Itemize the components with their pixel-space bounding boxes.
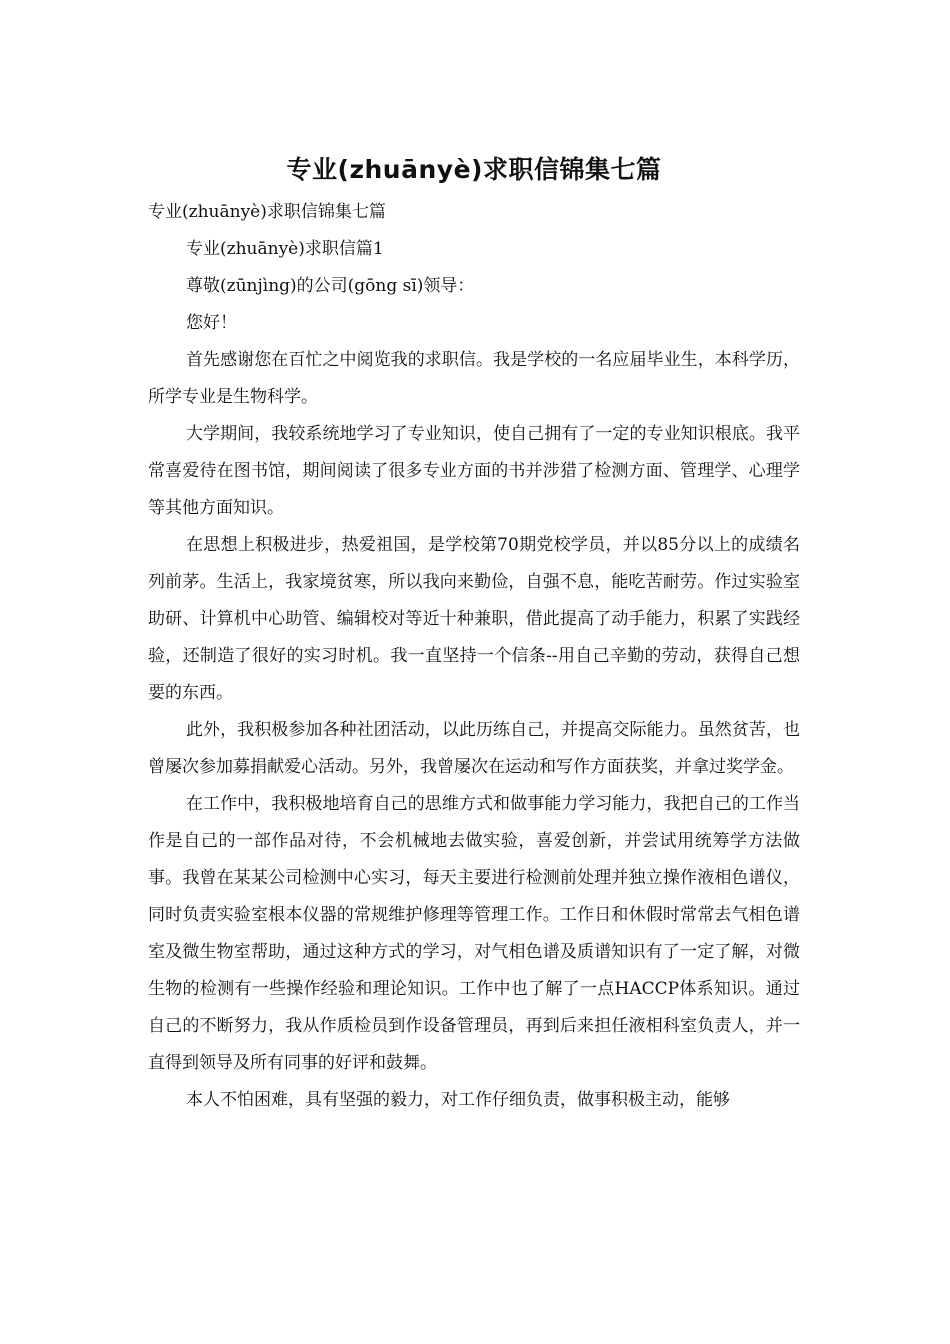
paragraph-personal: 本人不怕困难，具有坚强的毅力，对工作仔细负责，做事积极主动，能够: [186, 1090, 730, 1110]
document-subtitle: 专业(zhuānyè)求职信锦集七篇: [148, 202, 386, 222]
salutation: 尊敬(zūnjìng)的公司(gōng sī)领导：: [186, 276, 475, 296]
paragraph-work: 在工作中，我积极地培育自己的思维方式和做事能力学习能力，我把自己的工作当作是自己的一部作品对待，不会机械地去做实验，喜爱创新，并尝试用统筹学方法做事。我曾在某某公司检测中心实习，每天主要进行检测前处理并独立操作液相色谱仪，同时负责实验室根本仪器的常规维护修理等管理工作。工作日和休假时常常去气相色谱室及微生物室帮助，通过这种方式的学习，对气相色谱及质谱知识有了一定了解，对微生物的检测有一些操作经验和理论知识。工作中也了解了一点HACCP体系知识。通过自己的不断努力，我从作质检员到作设备管理员，再到后来担任液相科室负责人，并一直得到领导及所有同事的好评和鼓舞。: [148, 794, 800, 1073]
paragraph-university: 大学期间，我较系统地学习了专业知识，使自己拥有了一定的专业知识根底。我平常喜爱待在图书馆，期间阅读了很多专业方面的书并涉猎了检测方面、管理学、心理学等其他方面知识。: [148, 424, 800, 518]
paragraph-intro: 首先感谢您在百忙之中阅览我的求职信。我是学校的一名应届毕业生，本科学历，所学专业是生物科学。: [148, 350, 800, 407]
document-body: [148, 194, 800, 1119]
paragraph-activities: 此外，我积极参加各种社团活动，以此历练自己，并提高交际能力。虽然贫苦，也曾屡次参加募捐献爱心活动。另外，我曾屡次在运动和写作方面获奖，并拿过奖学金。: [148, 720, 800, 777]
document-title: 专业(zhuānyè)求职信锦集七篇: [286, 155, 662, 184]
letter-heading: 专业(zhuānyè)求职信篇1: [186, 239, 384, 259]
greeting: 您好！: [186, 313, 237, 333]
paragraph-character: 在思想上积极进步，热爱祖国，是学校第70期党校学员，并以85分以上的成绩名列前茅。生活上，我家境贫寒，所以我向来勤俭，自强不息，能吃苦耐劳。作过实验室助研、计算机中心助管、编辑校对等近十种兼职，借此提高了动手能力，积累了实践经验，还制造了很好的实习时机。我一直坚持一个信条--用自己辛勤的劳动，获得自己想要的东西。: [148, 535, 800, 703]
